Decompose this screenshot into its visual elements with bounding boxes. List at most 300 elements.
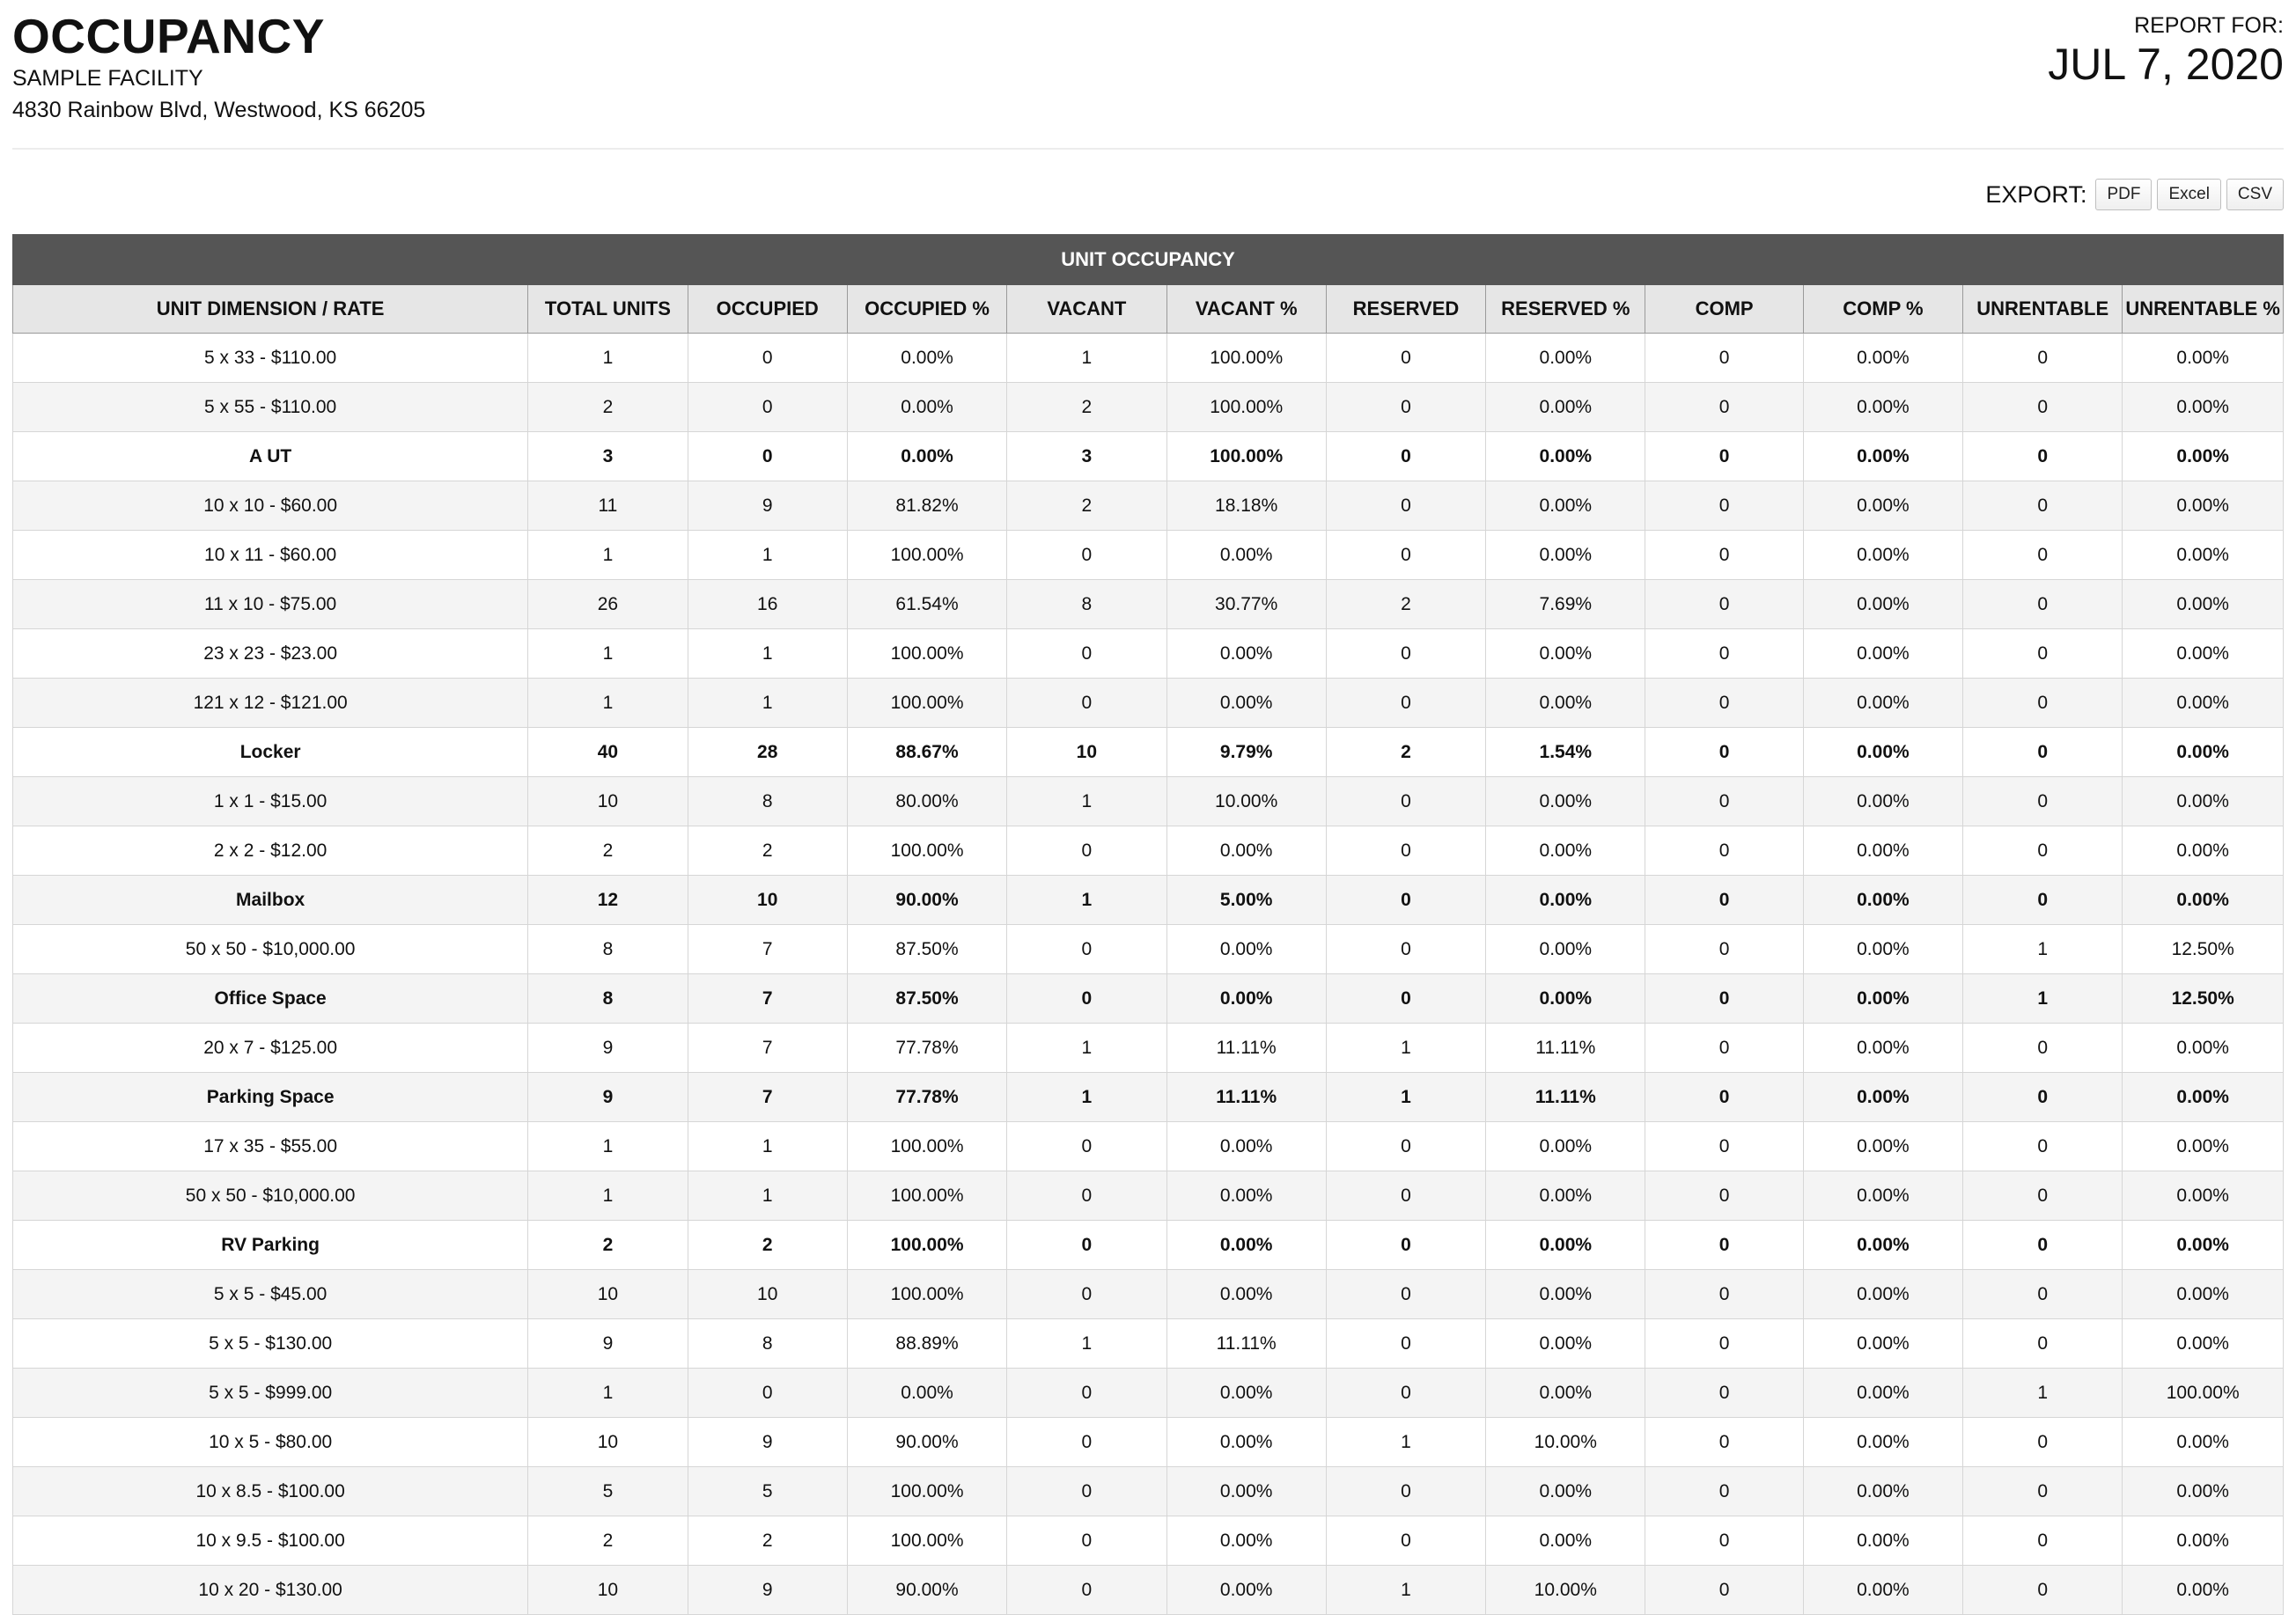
table-cell: 0.00%	[1803, 876, 1962, 925]
table-cell: 2	[1326, 580, 1485, 629]
table-cell: 0	[1963, 1319, 2123, 1369]
occupancy-table-container	[12, 234, 2284, 1615]
table-row	[13, 1418, 2284, 1467]
table-cell: 0.00%	[847, 432, 1006, 481]
table-cell: 100.00%	[1166, 334, 1326, 383]
table-cell: 12.50%	[2123, 974, 2284, 1024]
table-cell: 0.00%	[1803, 481, 1962, 531]
table-cell: 0.00%	[1803, 1073, 1962, 1122]
table-cell: 0.00%	[1803, 826, 1962, 876]
table-cell: 0	[1645, 1418, 1803, 1467]
table-cell: 90.00%	[847, 1418, 1006, 1467]
table-cell: 0	[1326, 481, 1485, 531]
table-cell: 0	[1963, 629, 2123, 679]
table-body	[13, 334, 2284, 1615]
table-cell: 0	[1645, 974, 1803, 1024]
table-cell: 0	[1326, 679, 1485, 728]
table-cell: 0.00%	[2123, 1467, 2284, 1516]
table-cell: 2	[1007, 481, 1166, 531]
report-header	[0, 0, 2296, 150]
table-cell: 10.00%	[1486, 1418, 1645, 1467]
column-header: OCCUPIED	[688, 285, 847, 334]
table-cell: 10	[688, 876, 847, 925]
table-cell: 18.18%	[1166, 481, 1326, 531]
table-cell: 0	[1645, 826, 1803, 876]
table-cell: 0.00%	[1803, 1024, 1962, 1073]
table-cell: 0.00%	[1166, 679, 1326, 728]
table-cell: 9	[528, 1073, 688, 1122]
table-cell: 0	[1645, 481, 1803, 531]
table-cell: 2	[688, 826, 847, 876]
column-header: COMP %	[1803, 285, 1962, 334]
table-cell: 0.00%	[1486, 334, 1645, 383]
table-cell: 0.00%	[2123, 1418, 2284, 1467]
table-cell: 0	[1645, 383, 1803, 432]
table-cell: 1	[528, 1122, 688, 1171]
table-cell: 28	[688, 728, 847, 777]
table-cell: 0.00%	[2123, 531, 2284, 580]
table-cell: 10.00%	[1486, 1566, 1645, 1615]
table-cell: 0.00%	[2123, 1566, 2284, 1615]
table-cell: 9	[688, 1566, 847, 1615]
table-cell: 5	[688, 1467, 847, 1516]
table-cell: 11 x 10 - $75.00	[13, 580, 528, 629]
table-cell: 0.00%	[1486, 826, 1645, 876]
export-label: EXPORT:	[1985, 180, 2087, 208]
table-cell: 8	[688, 1319, 847, 1369]
table-cell: 0	[1963, 1171, 2123, 1221]
table-cell: 0.00%	[2123, 383, 2284, 432]
table-cell: 50 x 50 - $10,000.00	[13, 1171, 528, 1221]
table-cell: 0	[1963, 1270, 2123, 1319]
table-row	[13, 1122, 2284, 1171]
table-cell: 0.00%	[1486, 1467, 1645, 1516]
table-cell: 0	[1645, 580, 1803, 629]
table-cell: 0.00%	[1803, 432, 1962, 481]
table-cell: Office Space	[13, 974, 528, 1024]
table-cell: 2	[688, 1516, 847, 1566]
table-cell: 81.82%	[847, 481, 1006, 531]
table-cell: 0.00%	[1803, 777, 1962, 826]
table-cell: 2	[528, 1516, 688, 1566]
table-cell: 100.00%	[847, 1122, 1006, 1171]
table-cell: 0	[1326, 1270, 1485, 1319]
table-cell: 90.00%	[847, 1566, 1006, 1615]
table-cell: 0.00%	[1803, 1270, 1962, 1319]
table-cell: 10 x 8.5 - $100.00	[13, 1467, 528, 1516]
table-cell: 77.78%	[847, 1073, 1006, 1122]
table-cell: 0	[1963, 728, 2123, 777]
table-cell: 88.67%	[847, 728, 1006, 777]
table-cell: 100.00%	[847, 1270, 1006, 1319]
table-cell: 1	[528, 1171, 688, 1221]
table-cell: 0.00%	[1166, 1270, 1326, 1319]
table-cell: 0.00%	[1166, 1516, 1326, 1566]
table-cell: 0.00%	[1803, 1221, 1962, 1270]
table-row	[13, 1171, 2284, 1221]
table-cell: 7	[688, 1024, 847, 1073]
table-cell: 0.00%	[1803, 1516, 1962, 1566]
report-date: JUL 7, 2020	[2048, 40, 2284, 89]
table-cell: 0	[1326, 1221, 1485, 1270]
table-cell: 0	[1963, 1418, 2123, 1467]
table-cell: 9.79%	[1166, 728, 1326, 777]
table-cell: 0.00%	[1803, 925, 1962, 974]
table-cell: 11.11%	[1486, 1073, 1645, 1122]
table-cell: 0	[1007, 1171, 1166, 1221]
facility-address: 4830 Rainbow Blvd, Westwood, KS 66205	[12, 98, 426, 122]
table-subtotal-row	[13, 432, 2284, 481]
export-csv-button[interactable]: CSV	[2226, 179, 2284, 210]
export-toolbar	[1985, 179, 2284, 210]
table-cell: 0	[1963, 1122, 2123, 1171]
table-cell: 8	[528, 974, 688, 1024]
table-cell: 0	[1326, 925, 1485, 974]
table-cell: 1	[1007, 1319, 1166, 1369]
table-cell: 0	[1007, 1516, 1166, 1566]
table-cell: 0.00%	[1166, 1369, 1326, 1418]
table-cell: 0.00%	[2123, 826, 2284, 876]
table-cell: 0	[1963, 1566, 2123, 1615]
table-cell: 0.00%	[1166, 974, 1326, 1024]
table-cell: 0.00%	[1486, 432, 1645, 481]
table-row	[13, 925, 2284, 974]
table-cell: 61.54%	[847, 580, 1006, 629]
table-cell: 40	[528, 728, 688, 777]
table-cell: 0	[1007, 1270, 1166, 1319]
column-header: TOTAL UNITS	[528, 285, 688, 334]
table-cell: 0	[1326, 826, 1485, 876]
table-cell: 100.00%	[847, 1221, 1006, 1270]
table-cell: 10 x 10 - $60.00	[13, 481, 528, 531]
table-cell: 0.00%	[2123, 481, 2284, 531]
table-cell: 0.00%	[1166, 826, 1326, 876]
table-cell: 0	[1326, 383, 1485, 432]
table-cell: 0.00%	[1486, 974, 1645, 1024]
table-cell: 0.00%	[847, 334, 1006, 383]
table-cell: 0.00%	[1486, 1270, 1645, 1319]
table-cell: 0	[1963, 383, 2123, 432]
table-cell: 7	[688, 974, 847, 1024]
table-cell: 0	[1645, 925, 1803, 974]
table-cell: 0.00%	[1803, 1467, 1962, 1516]
table-row	[13, 777, 2284, 826]
table-cell: 87.50%	[847, 974, 1006, 1024]
table-cell: 0	[1645, 1467, 1803, 1516]
table-cell: 1.54%	[1486, 728, 1645, 777]
table-cell: 0.00%	[1803, 1418, 1962, 1467]
table-cell: 7	[688, 925, 847, 974]
table-cell: 0.00%	[2123, 728, 2284, 777]
table-cell: 2	[1326, 728, 1485, 777]
table-cell: Locker	[13, 728, 528, 777]
table-cell: 0	[1645, 1319, 1803, 1369]
table-cell: 100.00%	[1166, 432, 1326, 481]
table-cell: 0	[1963, 826, 2123, 876]
table-cell: 3	[528, 432, 688, 481]
table-subtotal-row	[13, 1221, 2284, 1270]
table-cell: 0.00%	[1486, 1122, 1645, 1171]
table-cell: 0	[1645, 1566, 1803, 1615]
table-cell: 1	[688, 531, 847, 580]
table-cell: 1	[1007, 1073, 1166, 1122]
table-cell: 1	[528, 531, 688, 580]
table-cell: 0.00%	[1166, 1418, 1326, 1467]
table-cell: 1	[688, 1171, 847, 1221]
table-cell: 1	[1963, 1369, 2123, 1418]
table-cell: 0.00%	[1166, 1467, 1326, 1516]
table-cell: 0	[1645, 1221, 1803, 1270]
table-cell: 0.00%	[1486, 1369, 1645, 1418]
table-cell: 77.78%	[847, 1024, 1006, 1073]
table-cell: 12.50%	[2123, 925, 2284, 974]
table-cell: 0	[1645, 531, 1803, 580]
table-cell: 0	[1326, 531, 1485, 580]
table-cell: 0	[1963, 1073, 2123, 1122]
table-cell: 10	[528, 1418, 688, 1467]
table-cell: 0.00%	[2123, 679, 2284, 728]
table-cell: 1	[1007, 876, 1166, 925]
page-title: OCCUPANCY	[12, 9, 325, 63]
table-cell: 80.00%	[847, 777, 1006, 826]
facility-name: SAMPLE FACILITY	[12, 66, 203, 91]
table-cell: 3	[1007, 432, 1166, 481]
table-cell: 23 x 23 - $23.00	[13, 629, 528, 679]
table-row	[13, 580, 2284, 629]
table-cell: 0	[1645, 334, 1803, 383]
table-cell: 10	[1007, 728, 1166, 777]
table-cell: 0.00%	[2123, 1270, 2284, 1319]
column-header: UNRENTABLE %	[2123, 285, 2284, 334]
table-cell: 0.00%	[1803, 1566, 1962, 1615]
table-cell: 0	[1963, 481, 2123, 531]
report-date-block	[2048, 12, 2284, 89]
table-cell: 0	[1963, 679, 2123, 728]
table-cell: 0.00%	[1803, 679, 1962, 728]
table-cell: 16	[688, 580, 847, 629]
table-cell: 0	[1963, 1024, 2123, 1073]
table-cell: 0	[1007, 1221, 1166, 1270]
table-cell: 121 x 12 - $121.00	[13, 679, 528, 728]
column-header: OCCUPIED %	[847, 285, 1006, 334]
table-cell: 10	[688, 1270, 847, 1319]
table-cell: 0	[1963, 432, 2123, 481]
table-cell: 1	[1963, 974, 2123, 1024]
table-cell: 0	[1326, 629, 1485, 679]
table-cell: 2	[528, 1221, 688, 1270]
table-cell: 0	[1326, 1369, 1485, 1418]
table-cell: 100.00%	[847, 1467, 1006, 1516]
table-cell: 0	[1645, 1122, 1803, 1171]
table-cell: 88.89%	[847, 1319, 1006, 1369]
table-cell: 50 x 50 - $10,000.00	[13, 925, 528, 974]
table-cell: 0	[1963, 334, 2123, 383]
table-cell: A UT	[13, 432, 528, 481]
table-cell: 0.00%	[1803, 1369, 1962, 1418]
table-cell: 0.00%	[2123, 1122, 2284, 1171]
table-cell: 8	[1007, 580, 1166, 629]
table-cell: 0.00%	[1803, 383, 1962, 432]
table-cell: 0.00%	[1803, 1122, 1962, 1171]
table-cell: 100.00%	[847, 1171, 1006, 1221]
table-cell: 0	[1963, 580, 2123, 629]
table-cell: 0.00%	[1803, 629, 1962, 679]
table-cell: 0.00%	[2123, 580, 2284, 629]
table-cell: 0.00%	[2123, 1073, 2284, 1122]
column-header: RESERVED %	[1486, 285, 1645, 334]
table-cell: 0.00%	[2123, 1319, 2284, 1369]
table-cell: 2 x 2 - $12.00	[13, 826, 528, 876]
table-cell: 0	[1007, 1566, 1166, 1615]
table-cell: 0.00%	[2123, 432, 2284, 481]
table-cell: 0	[1645, 432, 1803, 481]
table-cell: 9	[688, 1418, 847, 1467]
table-cell: 11.11%	[1486, 1024, 1645, 1073]
table-cell: 0	[1326, 974, 1485, 1024]
table-cell: 5 x 55 - $110.00	[13, 383, 528, 432]
table-cell: 0.00%	[2123, 334, 2284, 383]
table-cell: 0.00%	[1803, 580, 1962, 629]
table-cell: 100.00%	[847, 679, 1006, 728]
table-cell: 0	[1963, 876, 2123, 925]
table-cell: Mailbox	[13, 876, 528, 925]
table-cell: 0.00%	[1486, 876, 1645, 925]
table-cell: 1	[688, 1122, 847, 1171]
table-cell: 10 x 20 - $130.00	[13, 1566, 528, 1615]
table-cell: 1	[1963, 925, 2123, 974]
table-cell: 5 x 5 - $45.00	[13, 1270, 528, 1319]
table-cell: 30.77%	[1166, 580, 1326, 629]
table-cell: 2	[1007, 383, 1166, 432]
table-cell: 5 x 33 - $110.00	[13, 334, 528, 383]
table-cell: 0	[688, 383, 847, 432]
table-cell: 0	[1645, 1024, 1803, 1073]
table-cell: 0	[1645, 629, 1803, 679]
table-cell: 9	[688, 481, 847, 531]
table-cell: 0.00%	[1166, 1221, 1326, 1270]
table-cell: 0	[1007, 1369, 1166, 1418]
table-cell: 0	[1326, 334, 1485, 383]
table-cell: 0.00%	[847, 383, 1006, 432]
table-cell: 0.00%	[1486, 1319, 1645, 1369]
table-row	[13, 1566, 2284, 1615]
table-cell: 0	[1645, 728, 1803, 777]
export-excel-button[interactable]: Excel	[2157, 179, 2220, 210]
table-cell: 0.00%	[1166, 925, 1326, 974]
table-cell: 0.00%	[1803, 531, 1962, 580]
table-cell: 0.00%	[1486, 1221, 1645, 1270]
table-cell: 0	[1007, 1418, 1166, 1467]
table-cell: 10 x 11 - $60.00	[13, 531, 528, 580]
table-cell: 0	[688, 432, 847, 481]
column-header: COMP	[1645, 285, 1803, 334]
table-cell: 10.00%	[1166, 777, 1326, 826]
table-cell: 5	[528, 1467, 688, 1516]
table-cell: 1	[1007, 777, 1166, 826]
table-cell: 5.00%	[1166, 876, 1326, 925]
table-cell: 0	[1326, 1467, 1485, 1516]
table-cell: 0	[1645, 1270, 1803, 1319]
table-cell: 0	[1963, 1467, 2123, 1516]
table-cell: 0.00%	[1486, 1516, 1645, 1566]
table-cell: 0.00%	[1486, 925, 1645, 974]
table-cell: 9	[528, 1319, 688, 1369]
table-cell: 0	[1326, 1171, 1485, 1221]
table-cell: 0	[1963, 777, 2123, 826]
table-cell: 0.00%	[1803, 974, 1962, 1024]
table-cell: 11.11%	[1166, 1024, 1326, 1073]
table-cell: 0	[1007, 826, 1166, 876]
column-header: VACANT	[1007, 285, 1166, 334]
table-cell: 0	[1007, 925, 1166, 974]
table-cell: 0	[1963, 1221, 2123, 1270]
table-cell: 0.00%	[2123, 1024, 2284, 1073]
table-row	[13, 383, 2284, 432]
table-cell: 0	[1645, 1171, 1803, 1221]
table-cell: 0.00%	[1486, 383, 1645, 432]
table-cell: RV Parking	[13, 1221, 528, 1270]
table-cell: 0.00%	[1486, 481, 1645, 531]
table-cell: 26	[528, 580, 688, 629]
export-pdf-button[interactable]: PDF	[2095, 179, 2152, 210]
table-row	[13, 1369, 2284, 1418]
table-cell: 0	[1645, 777, 1803, 826]
table-row	[13, 531, 2284, 580]
table-cell: 0	[1007, 1467, 1166, 1516]
table-cell: 0	[1007, 679, 1166, 728]
table-cell: 1	[528, 334, 688, 383]
column-header: RESERVED	[1326, 285, 1485, 334]
table-cell: 90.00%	[847, 876, 1006, 925]
table-row	[13, 629, 2284, 679]
table-cell: 10	[528, 1566, 688, 1615]
table-cell: 0.00%	[1486, 777, 1645, 826]
table-cell: 10	[528, 777, 688, 826]
table-cell: 0	[1007, 629, 1166, 679]
table-cell: 9	[528, 1024, 688, 1073]
table-cell: 0.00%	[2123, 629, 2284, 679]
table-cell: Parking Space	[13, 1073, 528, 1122]
table-cell: 1	[1326, 1073, 1485, 1122]
table-cell: 100.00%	[847, 531, 1006, 580]
table-cell: 2	[688, 1221, 847, 1270]
table-row	[13, 1516, 2284, 1566]
table-cell: 1	[528, 629, 688, 679]
table-cell: 10	[528, 1270, 688, 1319]
table-cell: 0.00%	[1803, 1319, 1962, 1369]
table-cell: 100.00%	[847, 1516, 1006, 1566]
table-cell: 2	[528, 383, 688, 432]
table-subtotal-row	[13, 1073, 2284, 1122]
table-cell: 0	[688, 1369, 847, 1418]
table-cell: 5 x 5 - $130.00	[13, 1319, 528, 1369]
table-cell: 11.11%	[1166, 1073, 1326, 1122]
table-cell: 0	[1645, 1516, 1803, 1566]
table-cell: 10 x 5 - $80.00	[13, 1418, 528, 1467]
table-cell: 1	[528, 1369, 688, 1418]
table-cell: 100.00%	[2123, 1369, 2284, 1418]
table-cell: 0	[1645, 679, 1803, 728]
table-row	[13, 481, 2284, 531]
table-cell: 0	[1326, 1122, 1485, 1171]
table-subtotal-row	[13, 728, 2284, 777]
table-cell: 0.00%	[2123, 777, 2284, 826]
table-cell: 1	[1326, 1418, 1485, 1467]
header-divider	[12, 148, 2284, 150]
table-cell: 87.50%	[847, 925, 1006, 974]
table-cell: 11	[528, 481, 688, 531]
table-cell: 0	[1007, 531, 1166, 580]
